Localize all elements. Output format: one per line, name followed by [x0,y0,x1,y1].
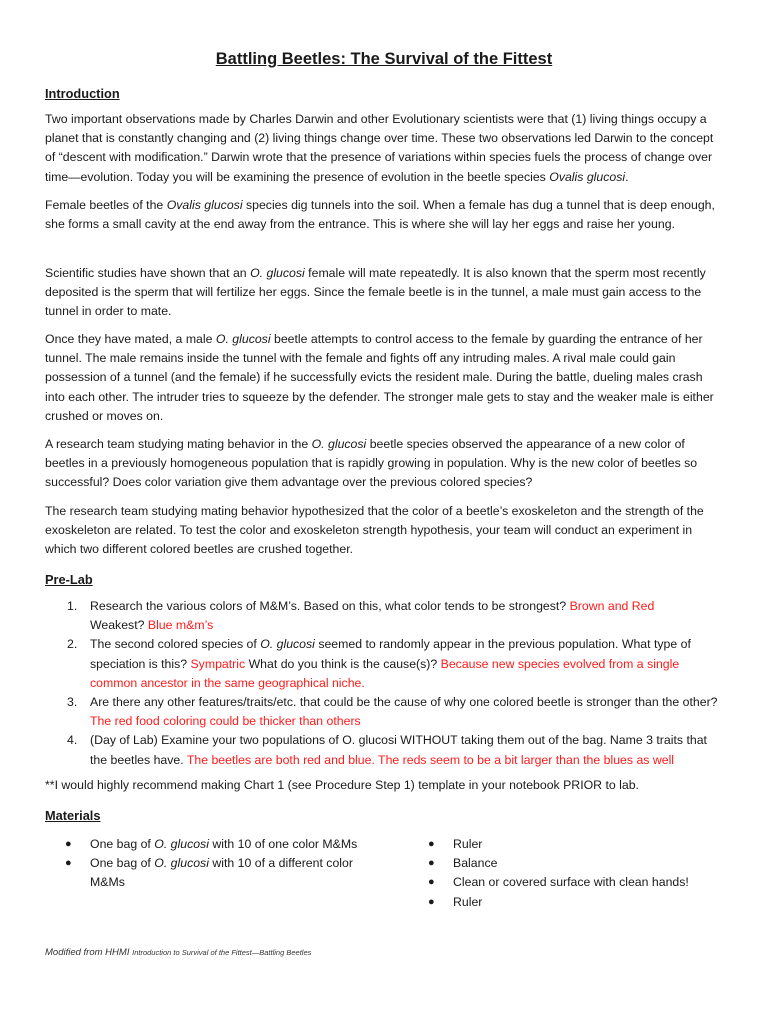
material-item: ● One bag of O. glucosi with 10 of one color M&Ms [65,837,358,851]
page-footer: Modified from HHMI Introduction to Survival of the Fittest—Battling Beetles [45,947,312,958]
material-item: ● Ruler [428,837,483,851]
intro-paragraph-6: The research team studying mating behavior hypothesized that the color of a beetle’s exoskeleton and the strength of the exoskeleton are related. To test the color and exoskeleton strength hypothesis, your team will conduct an experiment in which two different colored beetles are crushed together. [45,504,704,557]
intro-paragraph-3: Scientific studies have shown that an O. glucosi female will mate repeatedly. It is also known that the sperm most recently deposited is the sperm that will fertilize her eggs. Since the female beetle is in the tunnel, a male must gain access to the tunnel in order to mate. [45,266,706,319]
answer-2a: Sympatric [190,656,246,671]
materials-heading: Materials [45,808,101,823]
answer-2b: Because new species evolved from a single common ancestor in the same geographical niche. [90,656,680,690]
answer-1a: Brown and Red [569,599,655,613]
intro-paragraph-2: Female beetles of the Ovalis glucosi species dig tunnels into the soil. When a female has dug a tunnel that is deep enough, she forms a small cavity at the end away from the entrance. This is where she will lay her eggs and raise her young. [45,198,715,232]
prelab-item-3: 3. Are there any other features/traits/etc. that could be the cause of why one colored beetle is stronger than the other? The red food coloring could be thicker than others [67,695,718,729]
answer-1b: Blue m&m’s [147,618,214,633]
material-item: ● Balance [428,856,498,871]
prelab-item-1: 1. Research the various colors of M&M’s. Based on this, what color tends to be strongest? Brown and Red Weakest? Blue m&m’s [67,599,655,633]
prelab-heading: Pre-Lab [45,572,93,587]
answer-4: The beetles are both red and blue. The reds seem to be a bit larger than the blues as well [186,752,675,767]
material-item: ● Ruler [428,894,483,909]
introduction-heading: Introduction [45,86,120,101]
materials-list-left [45,835,365,893]
prelab-note: **I would highly recommend making Chart 1 (see Procedure Step 1) template in your notebook PRIOR to lab. [45,778,639,792]
answer-3: The red food coloring could be thicker than others [90,714,361,729]
intro-paragraph-4: Once they have mated, a male O. glucosi beetle attempts to control access to the female by guarding the entrance of her tunnel. The male remains inside the tunnel with the female and fights off any intruding males. A rival male could gain possession of a tunnel (and the female) if he successfully evicts the resident male. During the battle, dueling males crash into each other. The intruder tries to squeeze by the defender. The stronger male gets to stay and the weaker male is either crushed or moves on. [45,332,714,423]
prelab-list [45,597,725,770]
page-title: Battling Beetles: The Survival of the Fittest [215,50,553,68]
material-item: ● One bag of O. glucosi with 10 of a different color M&Ms [65,856,353,890]
intro-paragraph-5: A research team studying mating behavior in the O. glucosi beetle species observed the appearance of a new color of beetles in a previously homogeneous population that is rapidly growing in population. Why is the new color of beetles so successful? Does color variation give them advantage over the previous colored species? [45,437,698,490]
materials-list-right [408,835,728,912]
intro-paragraph-1: Two important observations made by Charles Darwin and other Evolutionary scientists were that (1) living things occupy a planet that is constantly changing and (2) living things change over time. These two observations led Darwin to the concept of “descent with modification.” Darwin wrote that the presence of variations within species fuels the process of change over time—evolution. Today you will be examining the presence of evolution in the beetle species Ovalis glucosi. [45,112,714,184]
prelab-item-4: 4. (Day of Lab) Examine your two populations of O. glucosi WITHOUT taking them out of the bag. Name 3 traits that the beetles have. The beetles are both red and blue. The reds seem to be a bit larger than the blues as well [67,733,707,767]
material-item: ● Clean or covered surface with clean hands! [428,875,689,890]
prelab-item-2: 2. The second colored species of O. glucosi seemed to randomly appear in the previous population. What type of speciation is this? Sympatric What do you think is the cause(s)? Because new species evolved from a single common ancestor in the same geographical niche. [67,637,691,690]
